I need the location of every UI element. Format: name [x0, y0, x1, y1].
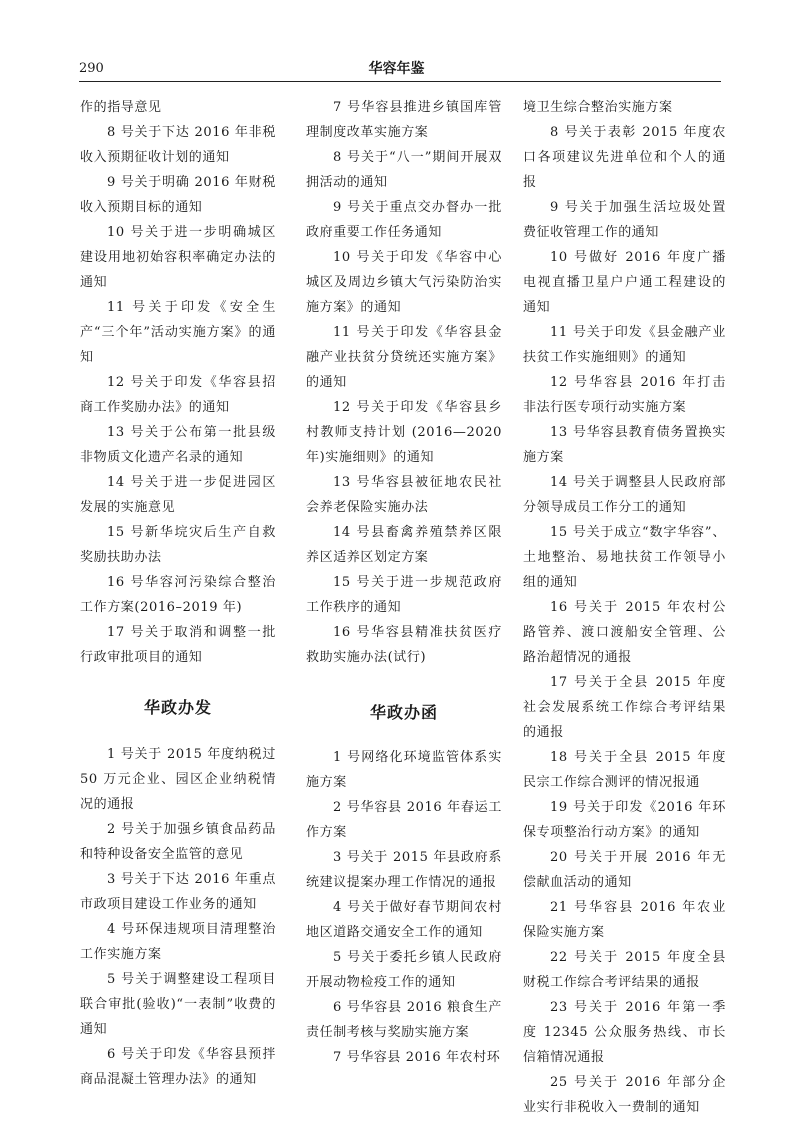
list-item: 8 号关于“八一”期间开展双拥活动的通知 — [306, 150, 502, 190]
section-heading: 华政办发 — [143, 698, 212, 717]
list-item: 14 号关于调整县人民政府部分领导成员工作分工的通知 — [523, 475, 726, 515]
list-item: 7 号华容县 2016 年农村环 — [333, 1050, 501, 1065]
page-number: 290 — [79, 61, 104, 76]
list-item: 17 号关于全县 2015 年度社会发展系统工作综合考评结果的通报 — [523, 675, 726, 740]
list-item: 12 号关于印发《华容县招商工作奖励办法》的通知 — [80, 375, 276, 415]
list-item: 16 号关于 2015 年农村公路管养、渡口渡船安全管理、公路治超情况的通报 — [523, 600, 726, 665]
list-item: 1 号关于 2015 年度纳税过 50 万元企业、园区企业纳税情况的通报 — [80, 747, 276, 812]
list-item: 4 号环保违规项目清理整治工作实施方案 — [80, 922, 276, 962]
list-item: 16 号华容河污染综合整治工作方案(2016–2019 年) — [80, 575, 276, 615]
list-item: 14 号县畜禽养殖禁养区限养区适养区划定方案 — [306, 525, 502, 565]
list-item: 8 号关于下达 2016 年非税收入预期征收计划的通知 — [80, 125, 276, 165]
list-item: 3 号关于 2015 年县政府系统建议提案办理工作情况的通报 — [306, 850, 502, 890]
list-item: 5 号关于调整建设工程项目联合审批(验收)“一表制”收费的通知 — [80, 972, 276, 1037]
column-middle — [306, 95, 502, 1070]
list-item: 2 号华容县 2016 年春运工作方案 — [306, 800, 502, 840]
list-item: 11 号关于印发《安全生产“三个年”活动实施方案》的通知 — [80, 300, 276, 365]
list-item: 14 号关于进一步促进园区发展的实施意见 — [80, 475, 276, 515]
list-item-continuation: 作的指导意见 — [80, 100, 162, 115]
list-item: 10 号关于进一步明确城区建设用地初始容积率确定办法的通知 — [80, 225, 276, 290]
list-item: 11 号关于印发《县金融产业扶贫工作实施细则》的通知 — [523, 325, 726, 365]
list-item: 22 号关于 2015 年度全县财税工作综合考评结果的通报 — [523, 950, 726, 990]
page-header — [0, 0, 793, 80]
list-item: 11 号关于印发《华容县金融产业扶贫分贷统还实施方案》的通知 — [306, 325, 502, 390]
column-right — [523, 95, 726, 1120]
list-item: 8 号关于表彰 2015 年度农口各项建议先进单位和个人的通报 — [523, 125, 726, 190]
list-item: 16 号华容县精准扶贫医疗救助实施办法(试行) — [306, 625, 502, 665]
list-item: 1 号网络化环境监管体系实施方案 — [306, 750, 502, 790]
list-item: 23 号关于 2016 年第一季度 12345 公众服务热线、市长信箱情况通报 — [523, 1000, 726, 1065]
list-item: 6 号华容县 2016 粮食生产责任制考核与奖励实施方案 — [306, 1000, 502, 1040]
list-item: 9 号关于明确 2016 年财税收入预期目标的通知 — [80, 175, 276, 215]
list-item: 9 号关于加强生活垃圾处置费征收管理工作的通知 — [523, 200, 726, 240]
list-item: 13 号关于公布第一批县级非物质文化遗产名录的通知 — [80, 425, 276, 465]
list-item: 17 号关于取消和调整一批行政审批项目的通知 — [80, 625, 276, 665]
list-item: 15 号新华垸灾后生产自救奖励扶助办法 — [80, 525, 276, 565]
list-item: 12 号华容县 2016 年打击非法行医专项行动实施方案 — [523, 375, 726, 415]
list-item: 13 号华容县教育债务置换实施方案 — [523, 425, 726, 465]
list-item: 21 号华容县 2016 年农业保险实施方案 — [523, 900, 726, 940]
list-item: 2 号关于加强乡镇食品药品和特种设备安全监管的意见 — [80, 822, 276, 862]
list-item: 20 号关于开展 2016 年无偿献血活动的通知 — [523, 850, 726, 890]
list-item: 10 号做好 2016 年度广播电视直播卫星户户通工程建设的通知 — [523, 250, 726, 315]
list-item: 10 号关于印发《华容中心城区及周边乡镇大气污染防治实施方案》的通知 — [306, 250, 502, 315]
list-item: 4 号关于做好春节期间农村地区道路交通安全工作的通知 — [306, 900, 502, 940]
list-item: 13 号华容县被征地农民社会养老保险实施办法 — [306, 475, 502, 515]
list-item: 18 号关于全县 2015 年度民宗工作综合测评的情况报通 — [523, 750, 726, 790]
list-item: 7 号华容县推进乡镇国库管理制度改革实施方案 — [306, 100, 502, 140]
list-item: 15 号关于进一步规范政府工作秩序的通知 — [306, 575, 502, 615]
section-heading: 华政办函 — [369, 703, 438, 722]
list-item: 5 号关于委托乡镇人民政府开展动物检疫工作的通知 — [306, 950, 502, 990]
list-item: 25 号关于 2016 年部分企业实行非税收入一费制的通知 — [523, 1075, 726, 1115]
list-item: 6 号关于印发《华容县预拌商品混凝土管理办法》的通知 — [80, 1047, 276, 1087]
header-rule — [79, 81, 721, 82]
list-item: 19 号关于印发《2016 年环保专项整治行动方案》的通知 — [523, 800, 726, 840]
running-title: 华容年鉴 — [368, 61, 425, 77]
list-item: 3 号关于下达 2016 年重点市政项目建设工作业务的通知 — [80, 872, 276, 912]
list-item: 12 号关于印发《华容县乡村教师支持计划 (2016—2020 年)实施细则》的通知 — [306, 400, 502, 465]
list-item-continuation: 境卫生综合整治实施方案 — [523, 100, 673, 115]
list-item: 15 号关于成立“数字华容”、土地整治、易地扶贫工作领导小组的通知 — [523, 525, 726, 590]
list-item: 9 号关于重点交办督办一批政府重要工作任务通知 — [306, 200, 502, 240]
column-left — [80, 95, 276, 1092]
